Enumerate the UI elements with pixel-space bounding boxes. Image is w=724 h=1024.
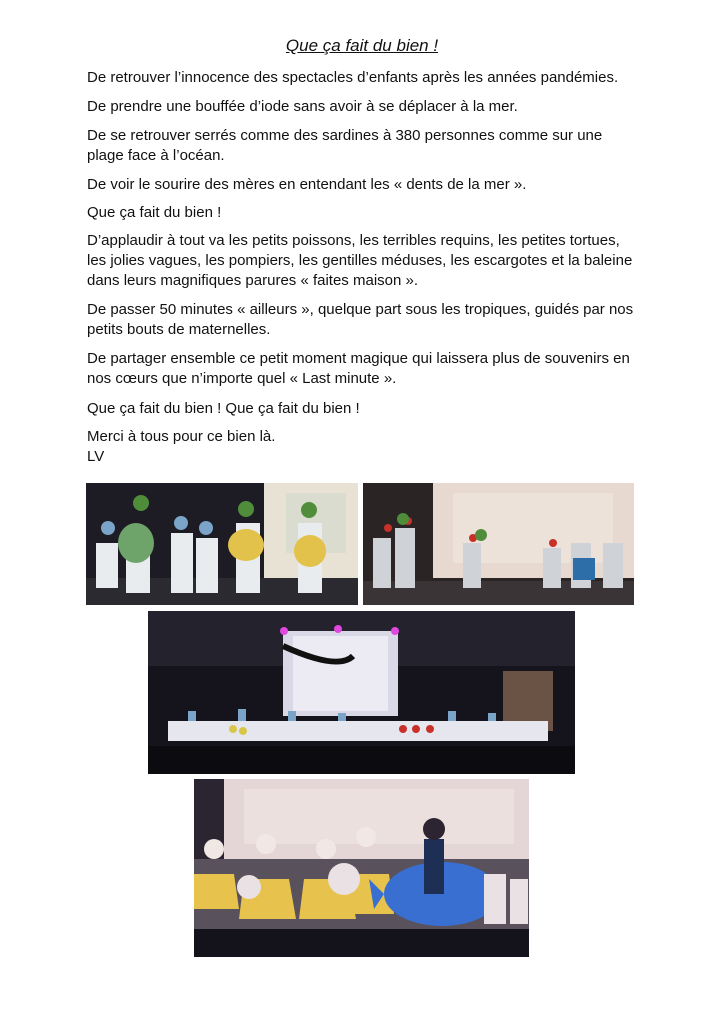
paragraph-9: Que ça fait du bien ! Que ça fait du bien ! [87,400,360,417]
photo-turtle-costumes [86,483,358,605]
paragraph-4: De voir le sourire des mères en entendant les « dents de la mer ». [87,176,527,193]
paragraph-1: De retrouver l’innocence des spectacles d’enfants après les années pandémies. [87,69,619,86]
paragraph-2: De prendre une bouffée d’iode sans avoir à se déplacer à la mer. [87,98,518,115]
paragraph-10: Merci à tous pour ce bien là. [87,428,276,445]
paragraph-5: Que ça fait du bien ! [87,204,222,221]
photo-stage-dancers [363,483,634,605]
photo-full-stage [148,611,575,774]
paragraph-3: De se retrouver serrés comme des sardines à 380 personnes comme sur une plage face à l’océan. [87,127,603,164]
page-title: Que ça fait du bien ! [285,36,439,55]
paragraph-8: De partager ensemble ce petit moment magique qui laissera plus de souvenirs en nos cœurs que n’importe quel « Last minute ». [87,350,630,387]
signature: LV [87,448,105,465]
paragraph-6: D’applaudir à tout va les petits poissons, les terribles requins, les petites tortues, les jolies vagues, les pompiers, les gentilles méduses, les escargotes et la baleine dans leurs magnifiques parures « faites maison ». [87,232,633,289]
paragraph-7: De passer 50 minutes « ailleurs », quelque part sous les tropiques, guidés par nos petits bouts de maternelles. [87,301,634,338]
photo-whale-costume [194,779,529,957]
